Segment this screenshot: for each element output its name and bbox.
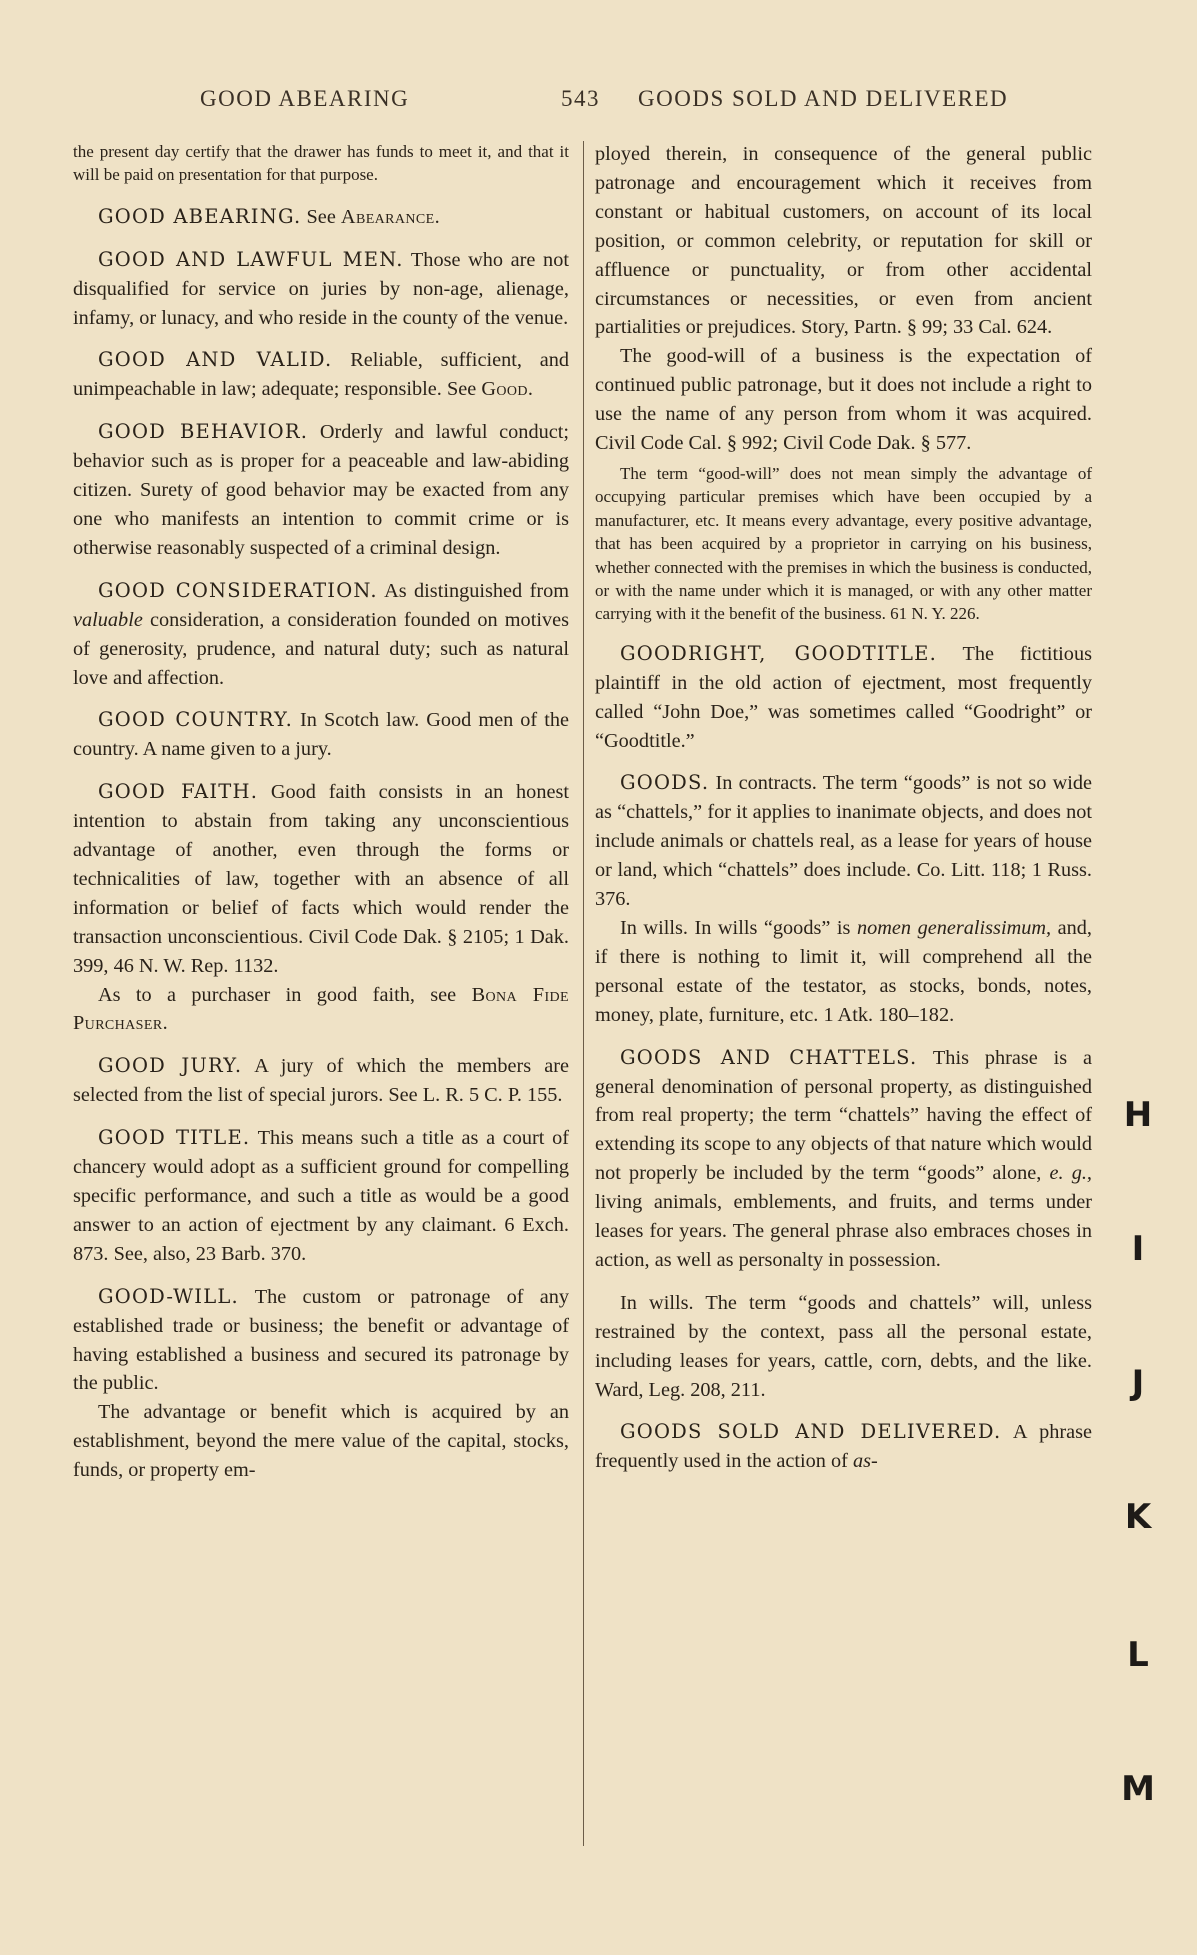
entry-good-and-lawful-men [73,246,569,333]
entry-good-and-valid: GOOD AND VALID. Reliable, sufficient, and unimpeachable in law; adequate; responsible. See Good. [73,348,569,401]
entry-good-country [73,706,569,764]
definition: In contracts. The term “goods” is not so wide as “chattels,” for it applies to inanimate objects, and does not include animals or chattels real, as a lease for years of house or land, which “chattels” does include. Co. Litt. 118; 1 Russ. 376. [595,772,1092,911]
headword: GOOD CONSIDERATION. [98,578,378,602]
entry-good-consideration [73,577,569,693]
subparagraph: The advantage or benefit which is acquired by an establishment, beyond the mere value of the capital, stocks, funds, or property em- [73,1401,569,1482]
definition: Those who are not disqualified for service on juries by non-age, alienage, infamy, or lunacy, and who reside in the county of the venue. [73,248,569,329]
left-column [73,140,569,1485]
definition: This means such a title as a court of chancery would adopt as a sufficient ground for compelling specific performance, and such a title as would be a good answer to an action of ejectment by any claimant. 6 Exch. 873. See, also, 23 Barb. 370. [73,1127,569,1265]
headword: GOOD AND VALID. [98,348,333,372]
entry-good-behavior [73,418,569,563]
definition: The fictitious plaintiff in the old action of ejectment, most frequently called “John Doe,” was sometimes called “Goodright” or “Goodtitle.” [595,642,1092,752]
headword: GOODRIGHT, GOODTITLE. [620,641,937,665]
entry-good-abearing: GOOD ABEARING. See Abearance. [98,204,440,228]
continuation-text: ployed therein, in consequence of the general public patronage and encouragement which it receives from constant or habitual customers, on account of its local position, or common celebrity, or reputation for skill or affluence or punctuality, or from other accidental circumstances or necessities, or even from ancient partialities or prejudices. Story, Partn. § 99; 33 Cal. 624. [595,143,1092,339]
thumb-index-letter-k: K [1124,1497,1152,1537]
running-head-left: GOOD ABEARING [200,86,410,111]
right-column [595,140,1092,1476]
thumb-index-letter-m: M [1121,1769,1155,1809]
running-head-right: GOODS SOLD AND DELIVERED [638,86,1009,111]
headword: GOODS SOLD AND DELIVERED. [620,1420,1002,1444]
cross-reference: Abearance [340,205,435,228]
cross-reference: Bona Fide Purchaser [73,983,569,1035]
entry-good-will [73,1283,569,1399]
headword: GOOD TITLE. [98,1126,251,1150]
thumb-index-letter-j: J [1131,1363,1145,1403]
headword: GOOD ABEARING. [98,204,302,228]
thumb-index-letter-h: H [1123,1095,1153,1135]
headword: GOOD-WILL. [98,1284,239,1308]
definition: consideration, a consideration founded on motives of generosity, prudence, and natural duty; such as natural love and affection. [73,608,569,689]
definition: A jury of which the members are selected from the list of special jurors. See L. R. 5 C. P. 155. [73,1055,569,1107]
headword: GOODS. [620,771,710,795]
definition: living animals, emblements, and fruits, and terms under leases for years. The general phrase also embraces choses in action, as well as personalty in possession. [595,1191,1092,1271]
entry-good-title [73,1124,569,1269]
subparagraph: In wills. In wills “goods” is nomen generalissimum, and, if there is nothing to limit it, will comprehend all the personal estate of the testator, as stocks, bonds, notes, money, plate, furniture, etc. 1 Atk. 180–182. [595,916,1092,1026]
definition: Reliable, sufficient, and unimpeachable in law; adequate; responsible. See [73,349,569,401]
italic-term: valuable [73,608,143,631]
definition-start: A phrase frequently used in the action of [595,1421,1093,1473]
subparagraph: The good-will of a business is the expectation of continued public patronage, but it does not include a right to use the name of any person from whom it was acquired. Civil Code Cal. § 992; Civil Code Dak. § 577. [595,345,1092,455]
definition-start: As distinguished from [384,579,569,602]
entry-goods-and-chattels [595,1044,1092,1275]
headword: GOOD BEHAVIOR. [98,420,309,444]
cross-reference: Good [481,378,528,401]
definition-start: This phrase is a general denomination of personal property, as distinguished from real property; the term “chattels” having the effect of extending its scope to any objects of that nature which would not properly be included by the term “goods” alone, [595,1046,1092,1185]
page-number: 543 [561,86,600,111]
subparagraph: In wills. The term “goods and chattels” will, unless restrained by the context, pass all the personal estate, including leases for years, cattle, corn, debts, and the like. Ward, Leg. 208, 211. [595,1291,1092,1401]
thumb-index-letter-i: I [1131,1229,1145,1269]
definition: See [306,205,336,228]
italic-term: nomen generalissimum, [856,916,1052,939]
definition: Good faith consists in an honest intention to abstain from taking any unconscientious advantage of another, even through the forms or technicalities of law, together with an absence of all information or belief of facts which would render the transaction unconscientious. Civil Code Dak. § 2105; 1 Dak. 399, 46 N. W. Rep. 1132. [73,781,569,977]
definition: In Scotch law. Good men of the country. A name given to a jury. [73,709,569,761]
headword: GOODS AND CHATTELS. [620,1045,918,1069]
entry-goodright-goodtitle [595,640,1092,756]
definition: The custom or patronage of any established trade or business; the benefit or advantage of having established a business and secured its patronage by the public. [73,1285,569,1395]
thumb-index-letter-l: L [1127,1635,1149,1675]
entry-goods-sold-and-delivered [595,1418,1092,1476]
italic-term: as- [852,1450,878,1473]
headword: GOOD JURY. [98,1054,243,1078]
entry-goods [595,769,1092,914]
column-divider [583,141,584,1846]
italic-term: e. g., [1049,1162,1092,1185]
note-paragraph: The term “good-will” does not mean simply the advantage of occupying particular premises which have been occupied by a manufacturer, etc. It means every advantage, every positive advantage, that has been acquired by a proprietor in carrying on his business, whether connected with the premises in which the business is conducted, or with the name under which it is managed, or with any other matter carrying with it the benefit of the business. 61 N. Y. 226. [595,463,1092,624]
entry-good-faith [73,778,569,980]
headword: GOOD FAITH. [98,780,259,804]
entry-good-jury [73,1052,569,1110]
definition: Orderly and lawful conduct; behavior such as is proper for a peaceable and law-abiding citizen. Surety of good behavior may be exacted from any one who manifests an intention to commit crime or is otherwise reasonably suspected of a criminal design. [73,421,569,559]
headword: GOOD COUNTRY. [98,708,293,732]
continuation-text: the present day certify that the drawer has funds to meet it, and that it will be paid on presentation for that purpose. [73,142,569,185]
thumb-index [1118,0,1158,1955]
headword: GOOD AND LAWFUL MEN. [98,247,404,271]
subparagraph: As to a purchaser in good faith, see Bona Fide Purchaser. [73,983,569,1035]
